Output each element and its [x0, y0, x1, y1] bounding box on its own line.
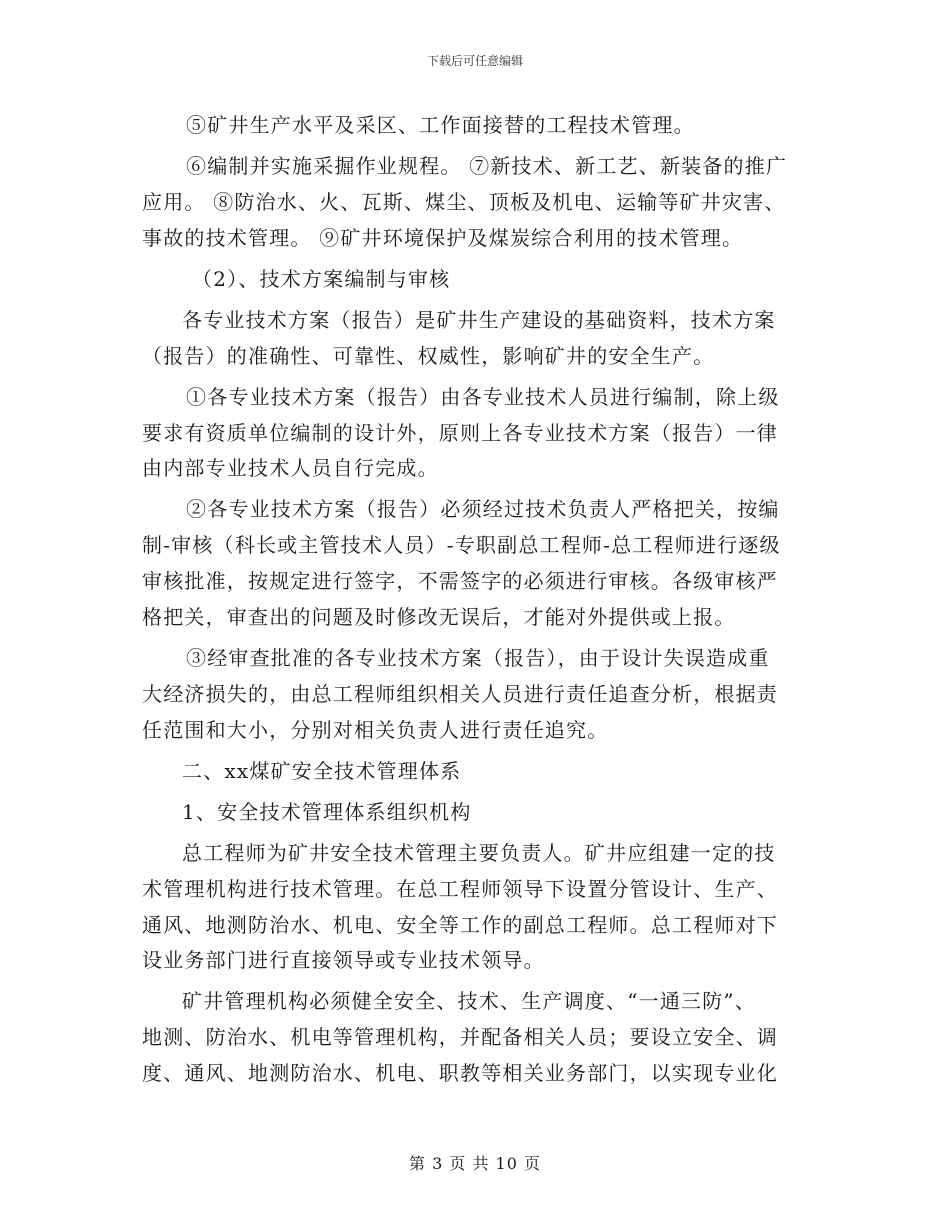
- page-footer: 第 3 页 共 10 页: [409, 1154, 541, 1173]
- text-line: ⑤矿井生产水平及采区、工作面接替的工程技术管理。: [186, 113, 695, 137]
- paragraph-intro: [142, 303, 808, 375]
- text-line: 矿井管理机构必须健全安全、技术、生产调度、“一通三防”、: [182, 989, 757, 1014]
- paragraph-chief-engineer: [142, 836, 808, 980]
- text-line: （报告）的准确性、可靠性、权威性，影响矿井的安全生产。: [142, 343, 715, 368]
- text-line: 审核批准，按规定进行签字，不需签字的必须进行审核。各级审核严: [142, 569, 778, 594]
- text-line: 各专业技术方案（报告）是矿井生产建设的基础资料，技术方案: [182, 307, 776, 332]
- text-line: 地测、防治水、机电等管理机构，并配备相关人员；要设立安全、调: [142, 1025, 778, 1050]
- text-line: 总工程师为矿井安全技术管理主要负责人。矿井应组建一定的技: [182, 840, 776, 865]
- text-line: 通风、地测防治水、机电、安全等工作的副总工程师。总工程师对下: [142, 912, 778, 937]
- text-line: 事故的技术管理。 ⑨矿井环境保护及煤炭综合利用的技术管理。: [142, 225, 744, 250]
- text-line: ②各专业技术方案（报告）必须经过技术负责人严格把关，按编: [186, 497, 780, 522]
- text-line: ⑥编制并实施采掘作业规程。 ⑦新技术、新工艺、新装备的推广: [186, 153, 788, 178]
- text-line: 要求有资质单位编制的设计外，原则上各专业技术方案（报告）一律: [142, 420, 778, 445]
- text-line: 格把关，审查出的问题及时修改无误后，才能对外提供或上报。: [142, 605, 736, 630]
- text-line: 制-审核（科长或主管技术人员）-专职副总工程师-总工程师进行逐级: [142, 533, 781, 558]
- section-heading-two: [142, 754, 808, 790]
- paragraph-item-3: [142, 641, 808, 749]
- section-heading-2: [142, 262, 808, 298]
- paragraph-item-1: [142, 380, 808, 488]
- document-body: [142, 108, 808, 1092]
- text-line: 1、安全技术管理体系组织机构: [182, 799, 472, 824]
- text-line: 任范围和大小，分别对相关负责人进行责任追究。: [142, 717, 609, 742]
- text-line: 设业务部门进行直接领导或专业技术领导。: [142, 948, 545, 973]
- text-line: 大经济损失的，由总工程师组织相关人员进行责任追查分析，根据责: [142, 681, 778, 706]
- text-line: 二、xx煤矿安全技术管理体系: [182, 758, 462, 783]
- page-header: 下载后可任意编辑: [426, 54, 523, 68]
- text-line: （2）、技术方案编制与审核: [192, 266, 451, 291]
- text-line: ③经审查批准的各专业技术方案（报告），由于设计失误造成重: [186, 646, 770, 671]
- text-line: 术管理机构进行技术管理。在总工程师领导下设置分管设计、生产、: [142, 876, 778, 901]
- paragraph-items-6-9: [142, 149, 808, 257]
- paragraph-item-5: [142, 108, 808, 144]
- text-line: 应用。 ⑧防治水、火、瓦斯、煤尘、顶板及机电、运输等矿井灾害、: [142, 189, 786, 214]
- paragraph-item-2: [142, 492, 808, 636]
- text-line: 由内部专业技术人员自行完成。: [142, 456, 439, 481]
- text-line: 度、通风、地测防治水、机电、职教等相关业务部门，以实现专业化: [142, 1061, 778, 1086]
- text-line: ①各专业技术方案（报告）由各专业技术人员进行编制，除上级: [186, 384, 780, 409]
- section-heading-1: [142, 795, 808, 831]
- paragraph-management: [142, 984, 808, 1092]
